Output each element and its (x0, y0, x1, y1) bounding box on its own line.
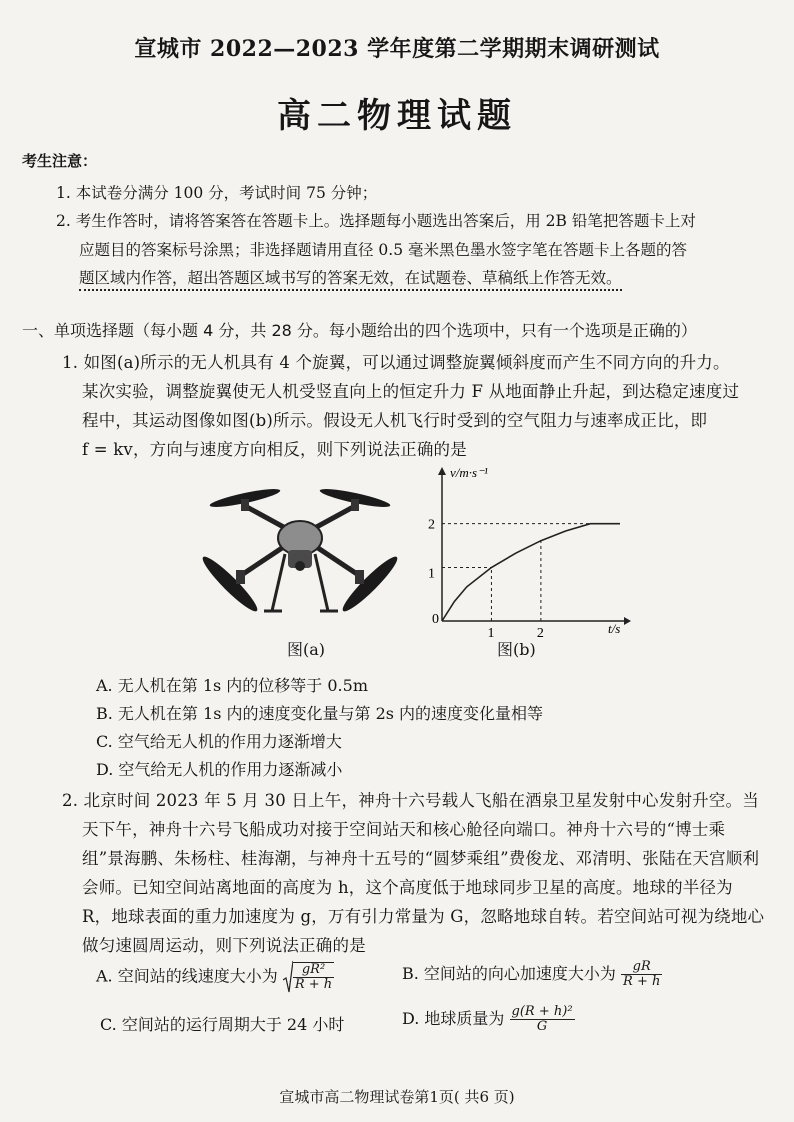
q2-option-a-numerator: gR² (293, 963, 334, 978)
x-tick-label: 1 (487, 626, 495, 638)
drone-figure (200, 466, 400, 636)
notice-item-2-line-1: 2. 考生作答时，请将答案答在答题卡上。选择题每小题选出答案后，用 2B 铅笔把答题卡上对 (56, 212, 696, 230)
q2-option-d-fraction (510, 1005, 575, 1034)
sqrt-sign-icon (283, 960, 293, 994)
q2-line-1: 2. 北京时间 2023 年 5 月 30 日上午，神舟十六号载人飞船在酒泉卫星发射中心发射升空。当 (62, 791, 759, 810)
exam-title: 宣城市 2022—2023 学年度第二学期期末调研测试 (134, 36, 660, 62)
q2-option-a-denominator: R + h (294, 977, 333, 992)
q2-option-c: C. 空间站的运行周期大于 24 小时 (100, 1015, 345, 1034)
section-1-heading: 一、单项选择题（每小题 4 分，共 28 分。每小题给出的四个选项中，只有一个选项是正确的） (22, 321, 697, 340)
y-tick-label: 2 (428, 517, 435, 533)
vt-curve (442, 524, 620, 621)
q2-line-4: 会师。已知空间站离地面的高度为 h，这个高度低于地球同步卫星的高度。地球的半径为 (82, 878, 733, 897)
q1-line-3: 程中，其运动图像如图(b)所示。假设无人机飞行时受到的空气阻力与速率成正比，即 (82, 411, 708, 430)
page-footer: 宣城市高二物理试卷第1页( 共6 页) (279, 1088, 515, 1106)
q1-option-c: C. 空气给无人机的作用力逐渐增大 (96, 732, 342, 751)
x-axis-label: t/s (608, 621, 621, 636)
q2-option-b-denominator: R + h (623, 974, 661, 989)
q2-line-6: 做匀速圆周运动，则下列说法正确的是 (82, 936, 366, 955)
q2-option-a-fraction (293, 963, 334, 992)
q1-line-4: f = kv，方向与速度方向相反，则下列说法正确的是 (82, 440, 467, 459)
figure-a-caption: 图(a) (287, 640, 326, 659)
notice-item-2-line-3-wrap (79, 266, 622, 288)
figure-b-caption: 图(b) (497, 640, 536, 659)
q2-line-2: 天下午，神舟十六号飞船成功对接于空间站天和核心舱径向端口。神舟十六号的“博士乘 (82, 820, 726, 839)
q2-option-d-numerator: g(R + h)² (511, 1004, 573, 1019)
x-tick-label: 2 (536, 626, 544, 638)
q1-option-b: B. 无人机在第 1s 内的速度变化量与第 2s 内的速度变化量相等 (96, 704, 544, 723)
q2-option-b (402, 960, 662, 989)
q2-line-3: 组”景海鹏、朱杨柱、桂海潮，与神舟十五号的“圆梦乘组”费俊龙、邓清明、张陆在天宫顺利 (82, 849, 760, 868)
notice-item-2-line-2: 应题目的答案标号涂黑；非选择题请用直径 0.5 毫米黑色墨水签字笔在答题卡上各题的答 (79, 241, 688, 259)
y-axis-arrow (438, 467, 446, 475)
q1-option-a: A. 无人机在第 1s 内的位移等于 0.5m (96, 676, 368, 695)
notice-item-2-line-3: 题区域内作答，超出答题区域书写的答案无效，在试题卷、草稿纸上作答无效。 (79, 269, 622, 291)
x-axis-arrow (624, 617, 631, 625)
q2-option-d-text: D. 地球质量为 (402, 1009, 505, 1028)
q2-option-d (402, 1005, 575, 1034)
notice-item-1: 1. 本试卷分满分 100 分，考试时间 75 分钟； (56, 184, 378, 202)
q2-option-b-text: B. 空间站的向心加速度大小为 (402, 964, 616, 983)
q2-option-b-numerator: gR (621, 960, 662, 975)
q2-option-a (96, 960, 334, 994)
q1-option-d: D. 空气给无人机的作用力逐渐减小 (96, 760, 343, 779)
q1-line-1: 1. 如图(a)所示的无人机具有 4 个旋翼，可以通过调整旋翼倾斜度而产生不同方向的升力。 (62, 353, 730, 372)
q2-option-a-text: A. 空间站的线速度大小为 (96, 966, 278, 986)
vt-graph-svg (424, 463, 634, 638)
exam-subtitle: 高二物理试题 (277, 96, 517, 136)
y-tick-label: 1 (428, 566, 435, 582)
y-axis-label: v/m·s⁻¹ (450, 465, 488, 480)
sqrt-expression (283, 960, 334, 994)
origin-label: 0 (432, 612, 439, 627)
notice-heading: 考生注意： (22, 152, 98, 170)
q2-line-5: R，地球表面的重力加速度为 g，万有引力常量为 G，忽略地球自转。若空间站可视为绕地心 (82, 907, 765, 926)
q1-line-2: 某次实验，调整旋翼使无人机受竖直向上的恒定升力 F 从地面静止升起，到达稳定速度过 (82, 382, 740, 401)
q2-option-b-fraction (621, 960, 662, 989)
vt-graph (424, 463, 634, 642)
q2-option-d-denominator: G (536, 1019, 548, 1034)
